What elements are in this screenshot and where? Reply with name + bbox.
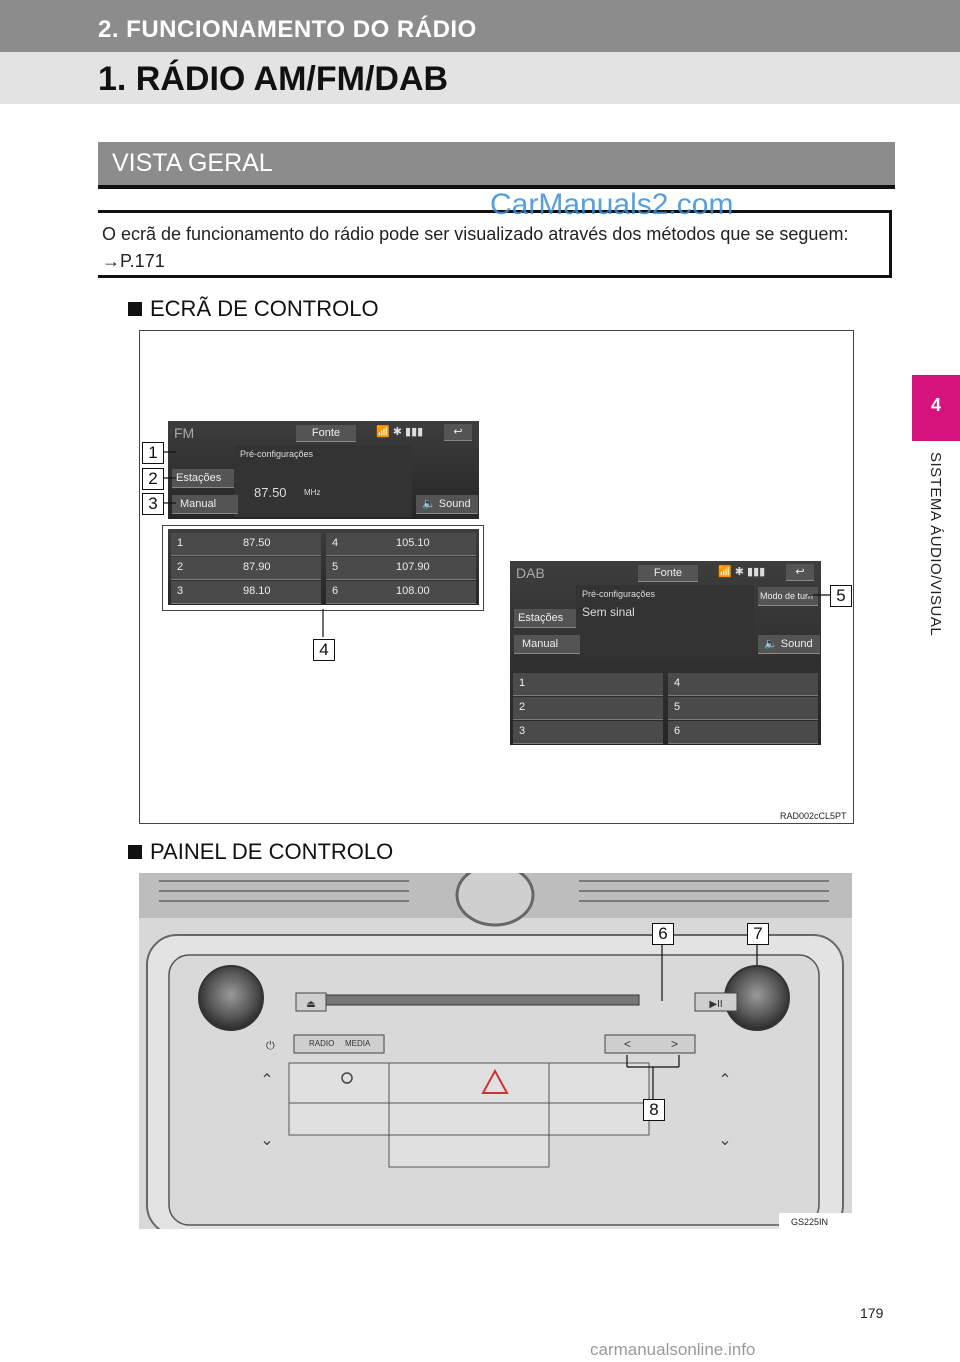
figure-code: RAD002cCL5PT: [780, 811, 847, 821]
preset-number: 5: [674, 701, 681, 713]
chapter-title: 2. FUNCIONAMENTO DO RÁDIO: [98, 16, 477, 43]
status-icons: 📶 ✱ ▮▮▮: [376, 426, 424, 438]
preset-frequency: 87.90: [243, 561, 271, 573]
chapter-header: [0, 0, 960, 52]
chapter-tab-number: 4: [930, 395, 941, 415]
fm-unit: MHz: [304, 488, 321, 497]
fm-presets-label: Pré-configurações: [240, 449, 314, 459]
callout-3: 3: [142, 493, 164, 515]
svg-text:>: >: [671, 1037, 679, 1051]
preset-number: 2: [177, 561, 184, 573]
dab-no-signal: Sem sinal: [582, 605, 635, 619]
preset-number: 1: [519, 677, 526, 689]
svg-text:⏻: ⏻: [266, 1040, 275, 1052]
callout-8: 8: [643, 1099, 665, 1121]
svg-text:⏏: ⏏: [306, 999, 316, 1010]
preset-frequency: 98.10: [243, 585, 271, 597]
footer-watermark: carmanualsonline.info: [590, 1340, 756, 1359]
fm-screen-title: FM: [174, 425, 195, 441]
callout-1: 1: [142, 442, 164, 464]
control-panel-drawing: [139, 873, 852, 1229]
media-button-label[interactable]: MEDIA: [345, 1039, 371, 1048]
panel-figure-code: GS225IN: [791, 1217, 829, 1227]
manual-label: Manual: [180, 498, 217, 510]
preset-frequency: 108.00: [396, 585, 430, 597]
dab-status-icons: 📶 ✱ ▮▮▮: [718, 566, 766, 578]
svg-text:▶II: ▶II: [709, 999, 723, 1010]
dab-manual-label: Manual: [522, 638, 559, 650]
bullet-square-icon: [128, 845, 142, 859]
dab-screen-title: DAB: [516, 565, 545, 581]
callout-6: 6: [652, 923, 674, 945]
dab-presets-label: Pré-configurações: [582, 589, 656, 599]
chapter-tab[interactable]: [912, 375, 960, 441]
page-title: 1. RÁDIO AM/FM/DAB: [98, 60, 449, 98]
dab-source-label: Fonte: [653, 567, 683, 579]
fm-source-label: Fonte: [311, 427, 341, 439]
control-panel-heading-text: PAINEL DE CONTROLO: [150, 839, 394, 864]
preset-number: 5: [332, 561, 339, 573]
bullet-square-icon: [128, 302, 142, 316]
preset-number: 6: [674, 725, 681, 737]
preset-number: 4: [332, 537, 339, 549]
svg-text:⌄: ⌄: [260, 1132, 274, 1149]
speaker-icon: 🔈: [764, 638, 778, 650]
preset-number: 3: [177, 585, 184, 597]
dab-sound-label: Sound: [780, 638, 813, 650]
stations-label: Estações: [176, 472, 222, 484]
svg-text:⌃: ⌃: [718, 1072, 732, 1089]
control-screen-heading: [128, 296, 379, 322]
svg-text:<: <: [624, 1037, 632, 1051]
section-title: VISTA GERAL: [112, 149, 273, 177]
control-panel-figure: [139, 873, 852, 1229]
section-title-bar: [98, 142, 895, 189]
back-arrow-icon: ↩: [453, 426, 463, 438]
tuning-mode-label: Modo de turn: [760, 591, 814, 601]
section-header: [0, 52, 960, 104]
intro-text: O ecrã de funcionamento do rádio pode ser visualizado através dos métodos que se seguem: →P.171: [102, 224, 849, 271]
preset-number: 2: [519, 701, 526, 713]
callout-leader-lines: [140, 331, 853, 823]
radio-button-label[interactable]: RADIO: [309, 1039, 335, 1048]
preset-frequency: 107.90: [396, 561, 430, 573]
svg-text:⌄: ⌄: [718, 1132, 732, 1149]
preset-frequency: 105.10: [396, 537, 430, 549]
preset-number: 4: [674, 677, 681, 689]
back-arrow-icon: ↩: [795, 566, 805, 578]
preset-frequency: 87.50: [243, 537, 271, 549]
control-screen-heading-text: ECRÃ DE CONTROLO: [150, 296, 379, 321]
preset-number: 6: [332, 585, 339, 597]
watermark: CarManuals2.com: [490, 188, 734, 221]
control-screen-figure: [139, 330, 854, 824]
speaker-icon: 🔈: [422, 498, 436, 510]
page-number: 179: [860, 1305, 884, 1321]
preset-number: 3: [519, 725, 526, 737]
callout-4: 4: [313, 639, 335, 661]
dab-stations-label: Estações: [518, 612, 564, 624]
chapter-tab-label: SISTEMA ÁUDIO/VISUAL: [927, 452, 944, 637]
sound-label: Sound: [438, 498, 471, 510]
callout-5: 5: [830, 585, 852, 607]
preset-number: 1: [177, 537, 184, 549]
control-panel-heading: [128, 839, 393, 865]
svg-text:⌃: ⌃: [260, 1072, 274, 1089]
fm-frequency: 87.50: [254, 485, 287, 500]
callout-2: 2: [142, 468, 164, 490]
callout-7: 7: [747, 923, 769, 945]
